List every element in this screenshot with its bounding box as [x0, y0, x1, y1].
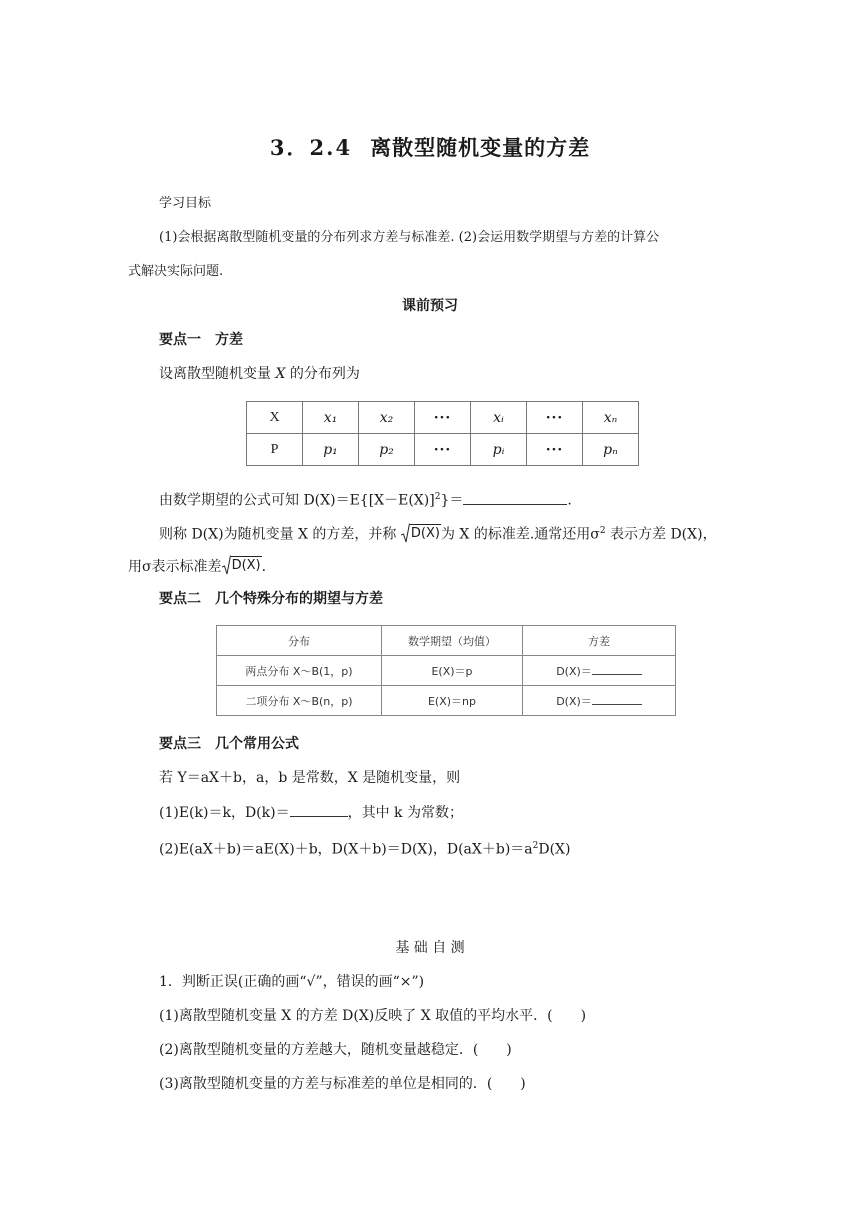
section-title: 离散型随机变量的方差: [370, 135, 591, 160]
point1-intro: 设离散型随机变量 X 的分布列为: [159, 366, 360, 382]
special-distribution-table: [216, 625, 676, 716]
point2-heading: 要点二 几个特殊分布的期望与方差: [159, 591, 383, 607]
preview-heading: 课前预习: [402, 298, 458, 314]
table-cell: D(X)＝: [523, 656, 676, 686]
std-definition: 用σ表示标准差 D(X) .: [128, 555, 266, 577]
point3-line-2: (1)E(k)＝k，D(k)＝ ，其中 k 为常数；: [159, 802, 463, 823]
section-number: 3．2.4: [269, 135, 353, 160]
table-cell: E(X)＝p: [382, 656, 523, 686]
column-header: 方差: [523, 626, 676, 656]
question-item: (3)离散型随机变量的方差与标准差的单位是相同的．( ): [159, 1076, 526, 1092]
table-cell: xᵢ: [471, 402, 527, 434]
point1-heading: 要点一 方差: [159, 332, 243, 348]
variance-definition: 则称 D(X)为随机变量 X 的方差，并称 D(X) 为 X 的标准差.通常还用$\sigma^2$ 表示方差 D(X)，: [159, 521, 717, 545]
distribution-table: [246, 401, 639, 466]
sqrt-symbol: D(X): [222, 555, 262, 575]
answer-blank: [592, 694, 642, 705]
table-cell: ···: [527, 434, 583, 466]
answer-blank: [290, 802, 348, 817]
table-cell: pᵢ: [471, 434, 527, 466]
table-cell: P: [247, 434, 303, 466]
objectives-line-1: (1)会根据离散型随机变量的分布列求方差与标准差. (2)会运用数学期望与方差的计算公: [159, 230, 660, 245]
page-title: [0, 132, 860, 162]
objectives-line-2: 式解决实际问题.: [128, 264, 224, 279]
self-test-heading: 基 础 自 测: [395, 940, 465, 956]
table-cell: 二项分布 X～B(n，p): [217, 686, 382, 716]
answer-blank: [463, 490, 567, 505]
question-item: (1)离散型随机变量 X 的方差 D(X)反映了 X 取值的平均水平．( ): [159, 1008, 587, 1024]
point3-line-3: (2)E(aX＋b)＝aE(X)＋b，D(X＋b)＝D(X)，$D(aX+b)=a^2D(X)$: [159, 841, 571, 858]
table-cell: D(X)＝: [523, 686, 676, 716]
table-cell: x₂: [359, 402, 415, 434]
table-cell: xₙ: [583, 402, 639, 434]
table-cell: ···: [527, 402, 583, 434]
table-cell: ···: [415, 434, 471, 466]
question-1: 1．判断正误(正确的画“√”，错误的画“×”): [159, 974, 425, 990]
point3-heading: 要点三 几个常用公式: [159, 736, 299, 752]
table-header-row: [217, 626, 676, 656]
table-cell: ···: [415, 402, 471, 434]
table-row: [217, 686, 676, 716]
table-cell: p₂: [359, 434, 415, 466]
objectives-heading: 学习目标: [159, 196, 212, 211]
table-row-p: [247, 434, 639, 466]
table-cell: X: [247, 402, 303, 434]
table-cell: pₙ: [583, 434, 639, 466]
point3-line-1: 若 Y＝aX＋b，a，b 是常数，X 是随机变量，则: [159, 770, 461, 786]
sqrt-symbol: D(X): [401, 523, 441, 543]
variance-formula: 由数学期望的公式可知 $D(X)=E\{[X-E(X)]^2\}=$ .: [159, 487, 572, 511]
column-header: 数学期望（均值）: [382, 626, 523, 656]
answer-blank: [592, 664, 642, 675]
table-cell: E(X)＝np: [382, 686, 523, 716]
question-item: (2)离散型随机变量的方差越大，随机变量越稳定．( ): [159, 1042, 512, 1058]
table-row: [217, 656, 676, 686]
table-cell: p₁: [303, 434, 359, 466]
table-cell: x₁: [303, 402, 359, 434]
table-cell: 两点分布 X～B(1，p): [217, 656, 382, 686]
column-header: 分布: [217, 626, 382, 656]
table-row-x: [247, 402, 639, 434]
